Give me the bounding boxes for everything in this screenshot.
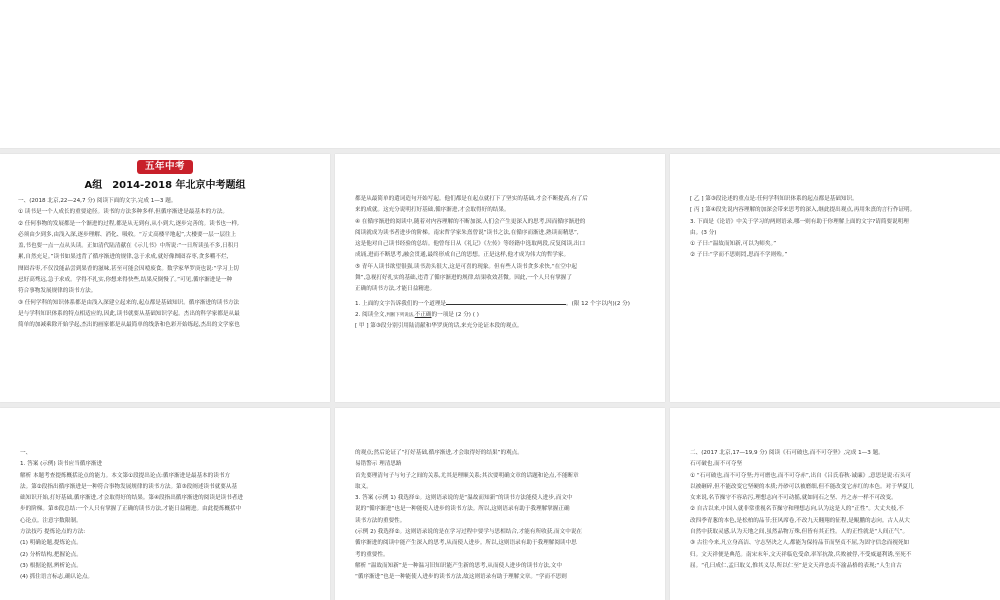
text-line: ② 自古以来,中国人就非常重视名节操守和理想志向,认为这是人的“正性”。大丈夫枝,不 (690, 506, 904, 513)
page-6-body (670, 408, 1000, 572)
text-line: (示例 2) 我选择②。这则语录说的是在学习过程中要学与思相结合,才能有所收获,而文中说在 (355, 529, 583, 536)
text-line: 法。第②段指出循序渐进是一种符合事物发展规律的读书方法。第③段阐述读书就要从基 (20, 483, 237, 490)
text-line: [ 乙 ] 第③段论述的重点是:任何学科知识体系的起点都是基础知识。 (690, 196, 858, 202)
text-line: ② 子曰:“学而不思则罔,思而不学则殆。” (690, 252, 788, 259)
answer-blank (446, 296, 566, 305)
text-line: 循序渐进的阅读中能产生深入的思考,从而使人进步。所以,这则语录有助于我理解阅读中思 (355, 540, 577, 547)
page-1-body (0, 196, 330, 332)
text-line: 成诵,进而不断思考,融会贯通,最终形成自己的思想。正是这样,他才成为伟大的哲学家。 (355, 252, 570, 259)
section-banner: 五年中考 (137, 160, 193, 174)
text-line: [ 丙 ] 第④段先说内容理解的加深会带来思考的深入,继此提出观点,再用朱熹的言行作证明。 (690, 207, 916, 214)
blank-page-top (0, 0, 1000, 148)
text-line: 改四季青葱的本色,是松柏的品节;狂风席卷,不改九天翱翔的征程,是鲲鹏的志向。古人从大 (690, 517, 910, 524)
page-4-body (0, 408, 330, 584)
text-line: 3. 答案 (示例 1) 我选择①。这则语录说的是“温故而知新”的读书方法能使人进步,而文中 (355, 495, 573, 502)
page-3-body (670, 154, 1000, 262)
text-line: 舞”,急视打好扎实的基础,违背了循序渐进的规律,结果收效甚微。因此,一个人只有掌握了 (355, 275, 572, 282)
text-line: 这是他对自己读书经验的总结。他曾每日从《礼记》《左传》等经籍中选取两段,反复阅读,出口 (355, 241, 586, 248)
underlined-text: 不正确 (414, 311, 432, 318)
text-line: 1. 答案 (示例) 读书应当循序渐进 (20, 461, 103, 468)
text-line: 来的成就。这充分说明打好基础,循序渐进,才会取得好的结果。 (355, 207, 510, 214)
group-label: A组 (84, 180, 103, 191)
text-line: 说的“循序渐进”也是一种能使人进步的读书方法。所以,这则语录有助于我理解掌握正确 (355, 506, 570, 513)
text-line: ③ 古往今来,凡立身高洁、守志坚决之人,都能为保持品节而坚贞不屈,为固守信念而视死如 (690, 540, 910, 547)
document-page-5 (335, 408, 665, 600)
text-line: 自然中获取灵感,认为天地之间,虽然品物万殊,但皆有其正性。人的正性就是“人间正气”。 (690, 529, 909, 536)
document-page-2 (335, 154, 665, 402)
text-line: 屈。“孔曰成仁,孟曰取义,惟其义尽,所以仁至”是文天祥忠贞不渝品格的表现;“人生自古 (690, 562, 902, 569)
text-line: (4) 抓住语言标志,确认论点。 (20, 574, 94, 581)
question-2: 2. 阅读全文,判断下列说法,不正确的一项是 (2 分) ( ) (355, 311, 479, 318)
text-line: ③ 任何学科的知识体系都是由浅入深建立起来的,起点都是基础知识。循序渐进的读书方法 (18, 299, 240, 306)
text-line: 都是从最简单的遣词造句开始写起。他们都是在起点就打下了坚实的基础,才会不断提高,有了后 (355, 196, 588, 202)
text-line: 是与学科知识体系的特点相适应的,因此,读书就要从基础知识学起。杰出的科学家都是从最 (18, 310, 240, 317)
text-line: 符合事物发展规律的读书方法。 (18, 288, 97, 295)
group-heading (0, 178, 330, 194)
document-page-6 (670, 408, 1000, 600)
text-line: ④ 在循序渐进的阅读中,随着对内容理解的不断加深,人们会产生更深入的思考,因而循序渐进的 (355, 218, 586, 225)
text-line: 解析 “温故而知新”是一种温习旧知识能产生新的思考,从而使人进步的读书方法,文中 (355, 562, 562, 569)
page-5-body (335, 408, 665, 584)
text-line: (2) 分析结构,把握论点。 (20, 551, 82, 558)
text-line: [ 甲 ] 第③段分别引用陆清献和华罗庚的话,来充分论证本段的观点。 (355, 323, 523, 330)
text-line: ⑤ 青年人读书欲望很强,读书劲头很大,这是可喜的现象。但有些人读书贪多求快,“在空中起 (355, 263, 577, 270)
text-line: “循序渐进”也是一种能使人进步的读书方法,故这则语录有助于理解文章。“学而不思则 (355, 574, 567, 581)
text-line: ① 读书是一个人成长的重要途径。读书的方法多种多样,但循序渐进是最基本的方法。 (18, 209, 228, 216)
document-page-4 (0, 408, 330, 600)
text-line: ① 子曰:“温故而知新,可以为师矣。” (690, 241, 777, 248)
page-2-body (335, 154, 665, 333)
text-line: 一、(2018 北京,22—24,7 分) 阅读下面的文字,完成 1—3 题。 (18, 198, 177, 204)
text-line: 步的阶梯。第⑤段总结:一个人只有掌握了正确的读书方法,才能日益精进。由此提炼概括中 (20, 506, 242, 513)
text-line: 读书方法的重要性。 (355, 517, 406, 524)
text-line: 二、(2017 北京,17—19,9 分) 阅读《石可破也,而不可夺坚》,完成 1—3 题。 (690, 450, 884, 456)
text-line: 础知识开始,打好基础,循序渐进,才会取得好的结果。第④段指出循序渐进的阅读是读书者进 (20, 495, 243, 502)
text-line: 女来说,名节操守不容玷污,理想志向不可动摇,就如同石之坚、丹之赤一样不可改变。 (690, 495, 897, 502)
text-line: 必须由少到多,由浅入深,逐步理解、消化、吸收。“万丈高楼平地起”,大楼要一层一层往上 (18, 231, 237, 238)
text-line: 一、 (20, 450, 32, 456)
text-line: 解析 本题考查提炼概括论点的能力。本文第①段提出论点:循序渐进是最基本的读书方 (20, 472, 231, 479)
text-line: 盖,书也要一点一点从头读。正如清代陆清献在《示儿书》中所说:“一日所读虽不多,日积月 (18, 243, 239, 250)
text-line: ① “石可破也,而不可夺坚;丹可磨也,而不可夺赤”,出自《吕氏春秋·诚廉》,意思是说:石头可 (690, 472, 912, 479)
text-line: 由。(3 分) (690, 229, 717, 236)
text-line: 以被砸碎,但不能改变它坚硬的本质;丹砂可以被磨细,但不能改变它赤红的本色。对于华夏儿 (690, 483, 914, 490)
question-1: 1. 上面的文字告诉我们的一个道理是 。(限 12 个字以内)(2 分) (355, 296, 655, 310)
text-line: ② 任何事物的发展都是一个渐进的过程,都是从无到有,从小到大,逐步完善的。读书也一样, (18, 220, 239, 227)
text-line: 心论点。注意字数限制。 (20, 517, 82, 524)
document-page-3 (670, 154, 1000, 402)
text-line: 累,自然充足。”读书如果违背了循序渐进的规律,急于求成,就好像囫囵吞枣,贪多嚼不烂, (18, 254, 229, 261)
text-line: 首先要理清句子与句子之间的关系,尤其是理顺关系;其次要明确文章的话题和论点,不能断章 (355, 472, 579, 479)
text-line: 石可破也,而不可夺坚 (690, 461, 743, 468)
text-line: 归。文天祥便是典范。南宋末年,文天祥临危受命,率军抗敌,兵败被俘,不受威逼利诱,至死不 (690, 551, 912, 558)
text-line: 考的重要性。 (355, 551, 389, 558)
text-line: 3. 下面是《论语》中关于学习的两则语录,哪一则有助于你理解上面的文字?请简要说明理 (690, 218, 909, 225)
text-line: (1) 明确论题,提炼论点。 (20, 540, 82, 547)
text-line: 易错警示 理清思路 (355, 461, 402, 468)
text-line: 正确的读书方法,才能日益精进。 (355, 286, 436, 293)
document-page-1 (0, 154, 330, 402)
text-line: 简单的加减乘除开始学起,杰出的画家都是从最简单的线条和色彩开始练起,杰出的文学家也 (18, 322, 240, 329)
text-line: 囫囵吞枣,不仅没能品尝到果香的滋味,甚至可能会因噎废食。数学家华罗庚也说:“学习上切 (18, 265, 239, 272)
text-line: 取义。 (355, 483, 372, 490)
text-line: 方法技巧 提炼论点的方法: (20, 529, 86, 536)
group-title: 2014-2018 年北京中考题组 (112, 180, 246, 191)
text-line: 的观点;然后论证了“打好基础,循序渐进,才会取得好的结果”的观点。 (355, 450, 523, 456)
text-line: 阅读就成为读书者进步的阶梯。南宋哲学家朱熹曾说“读书之法,在循序而渐进,熟读而精思”, (355, 229, 579, 236)
text-line: (3) 根据论据,辨析论点。 (20, 562, 82, 569)
text-line: 忌好高骛远,急于求成。学得不扎实,你想来得快些,结果反倒慢了。”可见,循序渐进是一种 (18, 277, 233, 284)
